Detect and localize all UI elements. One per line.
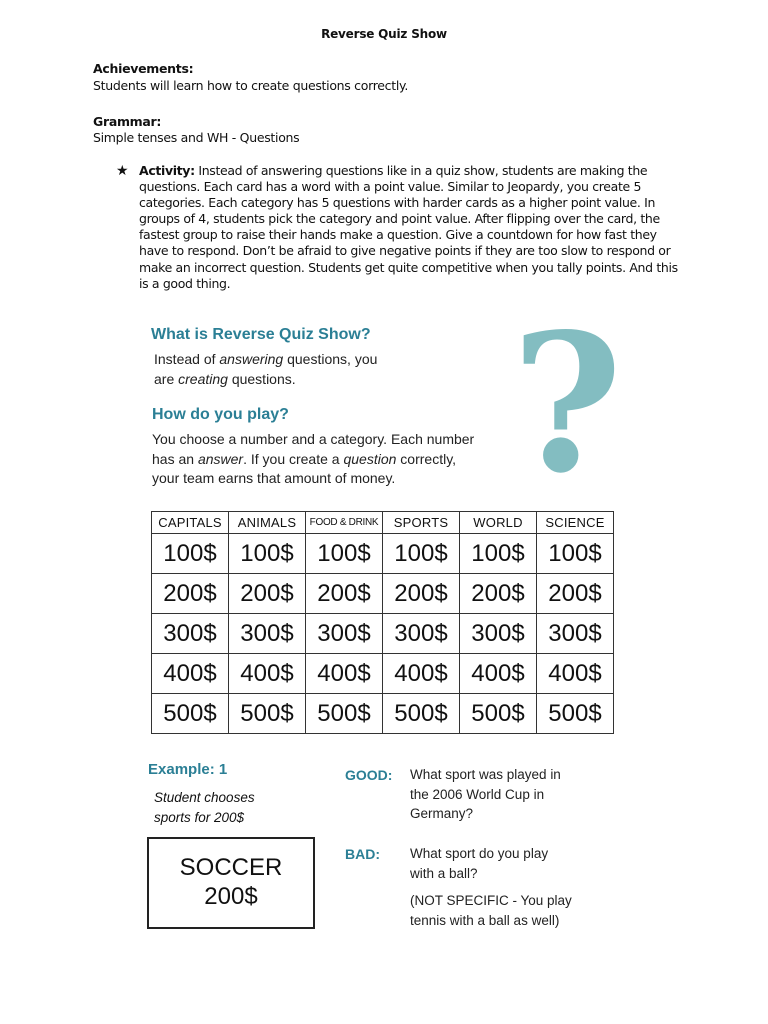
activity-label: Activity: <box>139 163 195 178</box>
grammar-label: Grammar: <box>93 114 162 129</box>
activity-text: Instead of answering questions like in a quiz show, students are making the questions. Each card has a word with a point value. Similar to Jeopardy, you create 5 categories. Each category has 5 questions with harder cards as a higher point value. In groups of 4, students pick the category and point value. After flipping over the card, the fastest group to raise their hands make a question. Give a countdown for how fast they have to respond. Don’t be afraid to give negative points if they are too slow to respond or make an incorrect question. Students get quite competitive when you tally points. And this is a good thing. <box>139 163 678 291</box>
board-category: SCIENCE <box>537 512 614 534</box>
board-cell: 500$ <box>460 694 537 734</box>
star-icon: ★ <box>116 163 129 179</box>
board-header-row <box>152 512 614 534</box>
page-title: Reverse Quiz Show <box>321 27 447 41</box>
board-cell: 100$ <box>460 534 537 574</box>
board-row <box>152 654 614 694</box>
board-cell: 500$ <box>383 694 460 734</box>
quiz-board-table <box>151 511 614 734</box>
board-cell: 300$ <box>306 614 383 654</box>
board-cell: 300$ <box>460 614 537 654</box>
board-cell: 400$ <box>152 654 229 694</box>
board-cell: 200$ <box>537 574 614 614</box>
board-row <box>152 694 614 734</box>
board-cell: 400$ <box>537 654 614 694</box>
board-row <box>152 574 614 614</box>
board-cell: 400$ <box>460 654 537 694</box>
board-cell: 400$ <box>229 654 306 694</box>
good-label: GOOD: <box>345 767 393 783</box>
card-value: 200$ <box>204 883 258 910</box>
board-row <box>152 614 614 654</box>
achievements-label: Achievements: <box>93 61 194 76</box>
board-cell: 400$ <box>306 654 383 694</box>
board-cell: 100$ <box>229 534 306 574</box>
board-cell: 100$ <box>152 534 229 574</box>
activity-bullet-item <box>116 163 684 292</box>
board-cell: 100$ <box>537 534 614 574</box>
good-answer: What sport was played in the 2006 World Cup in Germany? <box>410 767 561 821</box>
board-cell: 500$ <box>537 694 614 734</box>
example-choice: Student chooses sports for 200$ <box>154 790 255 825</box>
board-cell: 100$ <box>306 534 383 574</box>
card-word: SOCCER <box>179 854 283 881</box>
slide-intro: Instead of answering questions, you are creating questions. <box>154 351 378 387</box>
board-cell: 300$ <box>383 614 460 654</box>
slide-heading-what: What is Reverse Quiz Show? <box>151 326 371 343</box>
grammar-text: Simple tenses and WH - Questions <box>93 130 300 145</box>
bad-note: (NOT SPECIFIC - You play tennis with a ball as well) <box>410 893 572 928</box>
board-cell: 500$ <box>229 694 306 734</box>
board-cell: 300$ <box>152 614 229 654</box>
board-cell: 200$ <box>306 574 383 614</box>
example-card <box>147 837 315 929</box>
board-cell: 300$ <box>229 614 306 654</box>
board-row <box>152 534 614 574</box>
question-mark-icon: ? <box>511 292 623 515</box>
activity-paragraph <box>139 163 684 292</box>
board-cell: 400$ <box>383 654 460 694</box>
board-cell: 200$ <box>460 574 537 614</box>
achievements-text: Students will learn how to create questions correctly. <box>93 78 409 93</box>
board-cell: 200$ <box>152 574 229 614</box>
board-cell: 200$ <box>229 574 306 614</box>
bad-label: BAD: <box>345 846 380 862</box>
board-cell: 500$ <box>306 694 383 734</box>
board-category: CAPITALS <box>152 512 229 534</box>
board-category: WORLD <box>460 512 537 534</box>
board-cell: 200$ <box>383 574 460 614</box>
bad-answer: What sport do you play with a ball? <box>410 846 549 881</box>
board-category: SPORTS <box>383 512 460 534</box>
board-cell: 500$ <box>152 694 229 734</box>
board-category: FOOD & DRINK <box>306 512 383 534</box>
slide-howto: You choose a number and a category. Each number has an answer. If you create a question correctly, your team earns that amount of money. <box>152 431 475 486</box>
board-category: ANIMALS <box>229 512 306 534</box>
board-cell: 300$ <box>537 614 614 654</box>
slide-heading-how: How do you play? <box>152 406 289 423</box>
board-cell: 100$ <box>383 534 460 574</box>
example-title: Example: 1 <box>148 761 228 778</box>
